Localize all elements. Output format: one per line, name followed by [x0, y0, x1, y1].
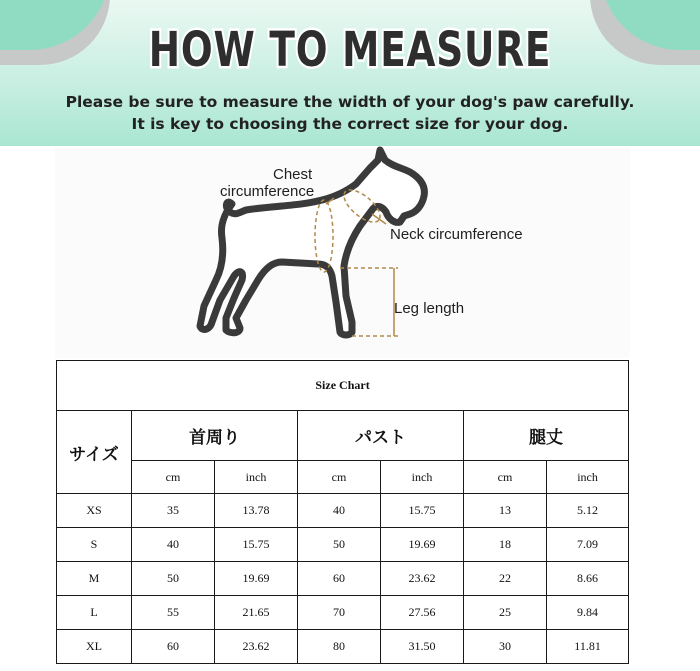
- size-cell: M: [57, 562, 132, 596]
- unit-header: cm: [464, 461, 547, 494]
- value-cell: 27.56: [381, 596, 464, 630]
- value-cell: 13: [464, 494, 547, 528]
- subtitle-line-2: It is key to choosing the correct size for your dog.: [131, 115, 569, 133]
- value-cell: 60: [132, 630, 215, 664]
- value-cell: 9.84: [547, 596, 629, 630]
- value-cell: 5.12: [547, 494, 629, 528]
- value-cell: 50: [298, 528, 381, 562]
- leg-group-header: 腿丈: [464, 411, 629, 461]
- size-cell: S: [57, 528, 132, 562]
- value-cell: 7.09: [547, 528, 629, 562]
- value-cell: 31.50: [381, 630, 464, 664]
- table-row: [57, 630, 629, 664]
- leg-label: Leg length: [394, 300, 465, 317]
- value-cell: 25: [464, 596, 547, 630]
- unit-header: cm: [298, 461, 381, 494]
- value-cell: 23.62: [381, 562, 464, 596]
- value-cell: 55: [132, 596, 215, 630]
- value-cell: 60: [298, 562, 381, 596]
- subtitle-line-1: Please be sure to measure the width of your dog's paw carefully.: [65, 93, 635, 111]
- value-cell: 35: [132, 494, 215, 528]
- size-chart-caption: Size Chart: [57, 361, 629, 411]
- value-cell: 8.66: [547, 562, 629, 596]
- value-cell: 11.81: [547, 630, 629, 664]
- chest-label-line-1: Chest: [273, 166, 313, 183]
- value-cell: 22: [464, 562, 547, 596]
- neck-group-header: 首周り: [132, 411, 298, 461]
- unit-header: inch: [215, 461, 298, 494]
- units-row: [57, 461, 629, 494]
- unit-header: cm: [132, 461, 215, 494]
- chest-label-line-2: circumference: [220, 183, 315, 200]
- size-cell: XL: [57, 630, 132, 664]
- value-cell: 19.69: [215, 562, 298, 596]
- value-cell: 30: [464, 630, 547, 664]
- measure-diagram: [0, 140, 700, 360]
- value-cell: 40: [132, 528, 215, 562]
- header-banner: [0, 0, 700, 146]
- size-chart-table: [56, 360, 629, 664]
- value-cell: 50: [132, 562, 215, 596]
- value-cell: 15.75: [215, 528, 298, 562]
- value-cell: 80: [298, 630, 381, 664]
- bust-group-header: パスト: [298, 411, 464, 461]
- value-cell: 40: [298, 494, 381, 528]
- table-row: [57, 562, 629, 596]
- value-cell: 21.65: [215, 596, 298, 630]
- value-cell: 18: [464, 528, 547, 562]
- value-cell: 70: [298, 596, 381, 630]
- page-title: HOW TO MEASURE: [148, 22, 552, 78]
- size-column-header: サイズ: [57, 411, 132, 494]
- value-cell: 15.75: [381, 494, 464, 528]
- unit-header: inch: [381, 461, 464, 494]
- value-cell: 13.78: [215, 494, 298, 528]
- value-cell: 23.62: [215, 630, 298, 664]
- unit-header: inch: [547, 461, 629, 494]
- table-row: [57, 528, 629, 562]
- size-cell: L: [57, 596, 132, 630]
- neck-label: Neck circumference: [390, 226, 523, 243]
- size-cell: XS: [57, 494, 132, 528]
- table-row: [57, 494, 629, 528]
- table-row: [57, 596, 629, 630]
- dog-illustration: [0, 140, 700, 360]
- value-cell: 19.69: [381, 528, 464, 562]
